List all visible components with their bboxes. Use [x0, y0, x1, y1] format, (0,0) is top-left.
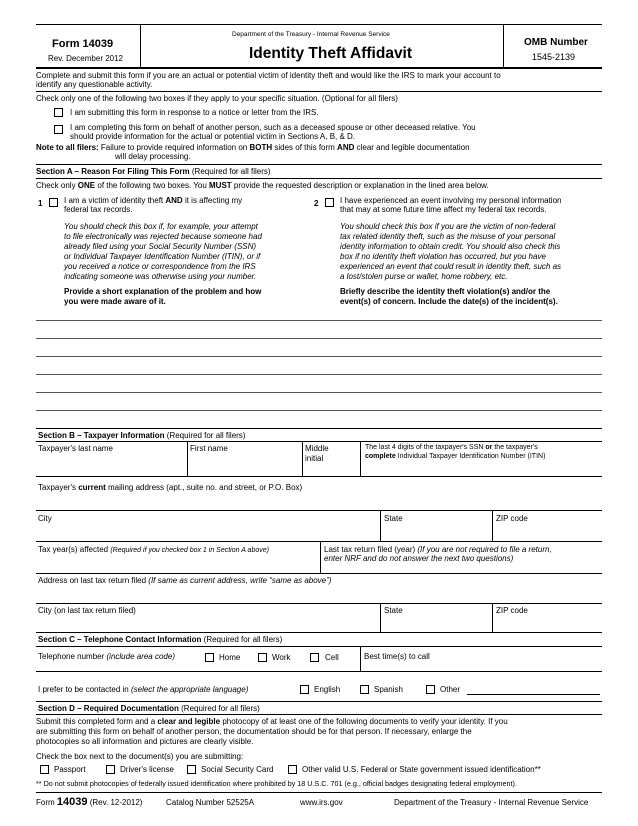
note-to-filers-2: will delay processing. [115, 152, 191, 161]
ssn-itin-field[interactable]: The last 4 digits of the taxpayer's SSN or the taxpayer's [365, 444, 538, 451]
work-phone-checkbox[interactable] [258, 653, 267, 662]
english-label: English [314, 685, 341, 694]
other-language-label: Other [440, 685, 461, 694]
note-to-filers: Note to all filers: Failure to provide required information on BOTH sides of this form AND clear and legible documentation [36, 143, 470, 152]
last-return-zip-field[interactable]: ZIP code [496, 606, 528, 615]
section-c-heading: Section C – Telephone Contact Information (Required for all filers) [38, 635, 283, 644]
last-return-state-field[interactable]: State [384, 606, 403, 615]
home-phone-checkbox[interactable] [205, 653, 214, 662]
current-address-field[interactable]: Taxpayer's current mailing address (apt., suite no. and street, or P.O. Box) [38, 483, 303, 492]
work-label: Work [272, 653, 291, 662]
box-2-explanation-prompt: Briefly describe the identity theft violation(s) and/or the event(s) of concern. Include the date(s) of the incident(s). [340, 287, 558, 306]
box-2-guidance: You should check this box if you are the victim of non-federal tax related identity theft, such as the misuse of your personal identity information to obtain credit. You should also check this box if no identity theft violation has occurred, but you have experienced an event that could result in identity theft, such as a lost/stolen purse or wallet, home robbery, etc. [340, 222, 562, 281]
explanation-line[interactable] [36, 392, 602, 393]
first-name-field[interactable]: First name [190, 444, 228, 453]
english-checkbox[interactable] [300, 685, 309, 694]
event-label-2: that may at some future time affect my federal tax records. [340, 205, 547, 214]
irs-website-link[interactable]: www.irs.gov [300, 798, 343, 807]
explanation-line[interactable] [36, 374, 602, 375]
footer-department: Department of the Treasury - Internal Revenue Service [394, 798, 589, 807]
last-return-field[interactable]: Last tax return filed (year) (If you are not required to file a return, [324, 545, 552, 554]
passport-checkbox[interactable] [40, 765, 49, 774]
behalf-checkbox[interactable] [54, 125, 63, 134]
drivers-license-checkbox[interactable] [106, 765, 115, 774]
box-1-explanation-prompt: Provide a short explanation of the problem and how you were made aware of it. [64, 287, 262, 306]
language-preference-label: I prefer to be contacted in (select the appropriate language) [38, 685, 249, 694]
omb-number: 1545-2139 [532, 52, 576, 62]
footer-form-label: Form 14039 (Rev. 12-2012) [36, 796, 143, 808]
revision-date: Rev. December 2012 [48, 54, 123, 63]
city-field[interactable]: City [38, 514, 52, 523]
last-return-city-field[interactable]: City (on last tax return filed) [38, 606, 136, 615]
form-number: Form 14039 [52, 38, 114, 50]
zip-field[interactable]: ZIP code [496, 514, 528, 523]
section-d-heading: Section D – Required Documentation (Required for all filers) [38, 704, 260, 713]
irs-notice-checkbox[interactable] [54, 108, 63, 117]
section-b-heading: Section B – Taxpayer Information (Required for all filers) [38, 431, 246, 440]
intro-text: Complete and submit this form if you are an actual or potential victim of identity theft and would like the IRS to mark your account to [36, 71, 501, 80]
explanation-line[interactable] [36, 320, 602, 321]
box-1-guidance: You should check this box if, for example, your attempt to file electronically was rejected because someone had already filed using your Social Security Number (SSN) or Individual Taxpayer Identification Number (ITIN), or if you received a notice or correspondence from the IRS indicating someone was otherwise using your number. [64, 222, 262, 281]
section-a-heading: Section A – Reason For Filing This Form (Required for all filers) [36, 167, 271, 176]
social-security-card-checkbox[interactable] [187, 765, 196, 774]
irs-notice-label: I am submitting this form in response to a notice or letter from the IRS. [70, 108, 319, 117]
tax-year-field[interactable]: Tax year(s) affected (Required if you checked box 1 in Section A above) [38, 545, 269, 554]
omb-label: OMB Number [524, 37, 588, 48]
optional-check-note: Check only one of the following two boxes if they apply to your specific situation. (Optional for all filers) [36, 94, 398, 103]
middle-initial-field[interactable]: Middle [305, 444, 329, 453]
catalog-number: Catalog Number 52525A [166, 798, 255, 807]
behalf-label: I am completing this form on behalf of another person, such as a deceased spouse or other deceased relative. You [70, 123, 476, 132]
victim-label: I am a victim of identity theft AND it is affecting my [64, 196, 243, 205]
event-label: I have experienced an event involving my personal information [340, 196, 562, 205]
telephone-field[interactable]: Telephone number (include area code) [38, 652, 175, 661]
section-a-instructions: Check only ONE of the following two boxes. You MUST provide the requested description or explanation in the lined area below. [36, 181, 489, 190]
documentation-footnote: ** Do not submit photocopies of federally issued identification where prohibited by 18 U.S.C. 701 (e.g., official badges designating federal employment). [36, 779, 517, 788]
ssn-itin-label: complete Individual Taxpayer Identification Number (ITIN) [365, 453, 546, 460]
best-time-field[interactable]: Best time(s) to call [364, 652, 430, 661]
documentation-instructions-2: are submitting this form on behalf of another person, the documentation should be for that person. If necessary, enlarge the [36, 727, 472, 736]
event-checkbox[interactable] [325, 198, 334, 207]
cell-label: Cell [325, 653, 339, 662]
last-name-field[interactable]: Taxpayer's last name [38, 444, 113, 453]
drivers-license-label: Driver's license [120, 765, 174, 774]
other-language-checkbox[interactable] [426, 685, 435, 694]
other-id-label: Other valid U.S. Federal or State government issued identification** [302, 765, 541, 774]
explanation-line[interactable] [36, 338, 602, 339]
documentation-instructions: Submit this completed form and a clear and legible photocopy of at least one of the following documents to verify your identity. If you [36, 717, 508, 726]
box-2-number: 2 [314, 199, 319, 208]
victim-checkbox[interactable] [49, 198, 58, 207]
last-return-note: enter NRF and do not answer the next two questions) [324, 554, 514, 563]
intro-text-2: identify any questionable activity. [36, 80, 153, 89]
home-label: Home [219, 653, 241, 662]
other-language-input[interactable] [467, 694, 600, 695]
documentation-instructions-3: photocopies so all information and pictures are clearly visible. [36, 737, 254, 746]
spanish-checkbox[interactable] [360, 685, 369, 694]
form-title: Identity Theft Affidavit [249, 45, 413, 62]
passport-label: Passport [54, 765, 86, 774]
state-field[interactable]: State [384, 514, 403, 523]
victim-label-2: federal tax records. [64, 205, 133, 214]
box-1-number: 1 [38, 199, 43, 208]
cell-phone-checkbox[interactable] [310, 653, 319, 662]
social-security-card-label: Social Security Card [201, 765, 274, 774]
explanation-line[interactable] [36, 356, 602, 357]
check-documents-label: Check the box next to the document(s) you are submitting: [36, 752, 244, 761]
other-id-checkbox[interactable] [288, 765, 297, 774]
spanish-label: Spanish [374, 685, 403, 694]
middle-initial-label: initial [305, 454, 324, 463]
last-return-address-field[interactable]: Address on last tax return filed (If same as current address, write “same as above”) [38, 576, 332, 585]
department-name: Department of the Treasury - Internal Revenue Service [232, 31, 390, 38]
behalf-label-2: should provide information for the actual or potential victim in Sections A, B, & D. [70, 132, 356, 141]
explanation-line[interactable] [36, 410, 602, 411]
